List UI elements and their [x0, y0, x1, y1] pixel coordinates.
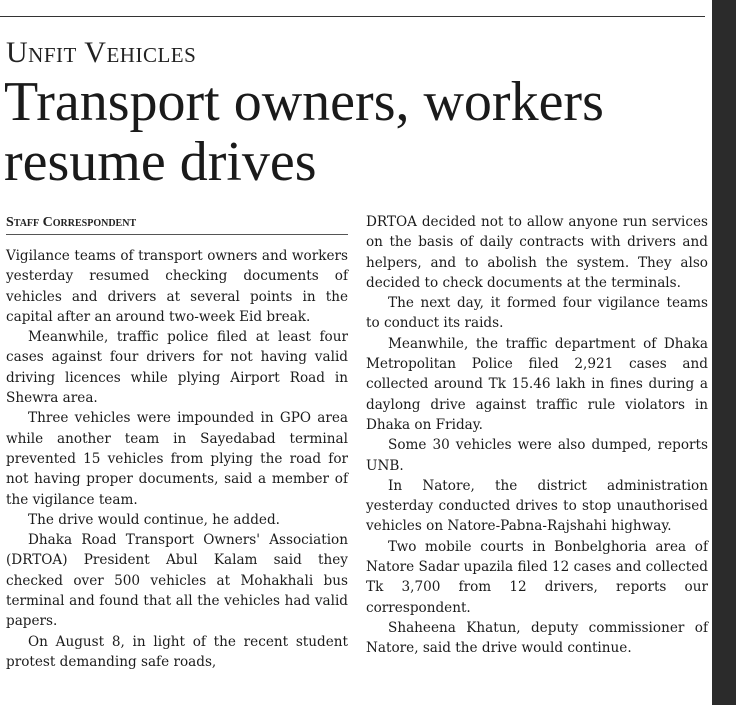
- paragraph: In Natore, the district administration yesterday conducted drives to stop unauthorised vehicles on Natore-Pabna-Rajshahi highway.: [366, 477, 708, 535]
- byline-rule: [6, 234, 348, 235]
- paragraph: Shaheena Khatun, deputy commissioner of Natore, said the drive would continue.: [366, 619, 708, 657]
- article-column-right: [366, 212, 708, 659]
- paragraph: The next day, it formed four vigilance teams to conduct its raids.: [366, 295, 708, 332]
- paragraph: Meanwhile, the traffic department of Dhaka Metropolitan Police filed 2,921 cases and collected around Tk 15.46 lakh in fines during a daylong drive against traffic rule violators in Dhaka on Friday.: [366, 335, 708, 433]
- article-byline: Staff Correspondent: [6, 215, 137, 230]
- paragraph: Two mobile courts in Bonbelghoria area of Natore Sadar upazila filed 12 cases and collected Tk 3,700 from 12 drivers, reports our correspondent.: [366, 538, 708, 616]
- paragraph: Three vehicles were impounded in GPO area while another team in Sayedabad terminal prevented 15 vehicles from plying the road for not having proper documents, said a member of the vigilance team.: [6, 410, 348, 508]
- paragraph: Dhaka Road Transport Owners' Association (DRTOA) President Abul Kalam said they checked over 500 vehicles at Mohakhali bus terminal and found that all the vehicles had valid papers.: [6, 532, 348, 630]
- paragraph: The drive would continue, he added.: [28, 511, 280, 528]
- article-column-left: [6, 246, 348, 672]
- page-edge-bar: [712, 0, 736, 705]
- top-rule: [0, 16, 705, 17]
- article-headline: Transport owners, workers resume drives: [4, 71, 604, 193]
- paragraph: DRTOA decided not to allow anyone run services on the basis of daily contracts with drivers and helpers, and to abolish the system. They also decided to check documents at the terminals.: [366, 214, 708, 291]
- paragraph: Vigilance teams of transport owners and workers yesterday resumed checking documents of vehicles and drivers at several points in the capital after an around two-week Eid break.: [6, 248, 348, 325]
- paragraph: On August 8, in light of the recent student protest demanding safe roads,: [6, 633, 348, 670]
- paragraph: Some 30 vehicles were also dumped, reports UNB.: [366, 437, 708, 474]
- article-kicker: Unfit Vehicles: [6, 36, 197, 69]
- paragraph: Meanwhile, traffic police filed at least four cases against four drivers for not having valid driving licences while plying Airport Road in Shewra area.: [6, 329, 348, 407]
